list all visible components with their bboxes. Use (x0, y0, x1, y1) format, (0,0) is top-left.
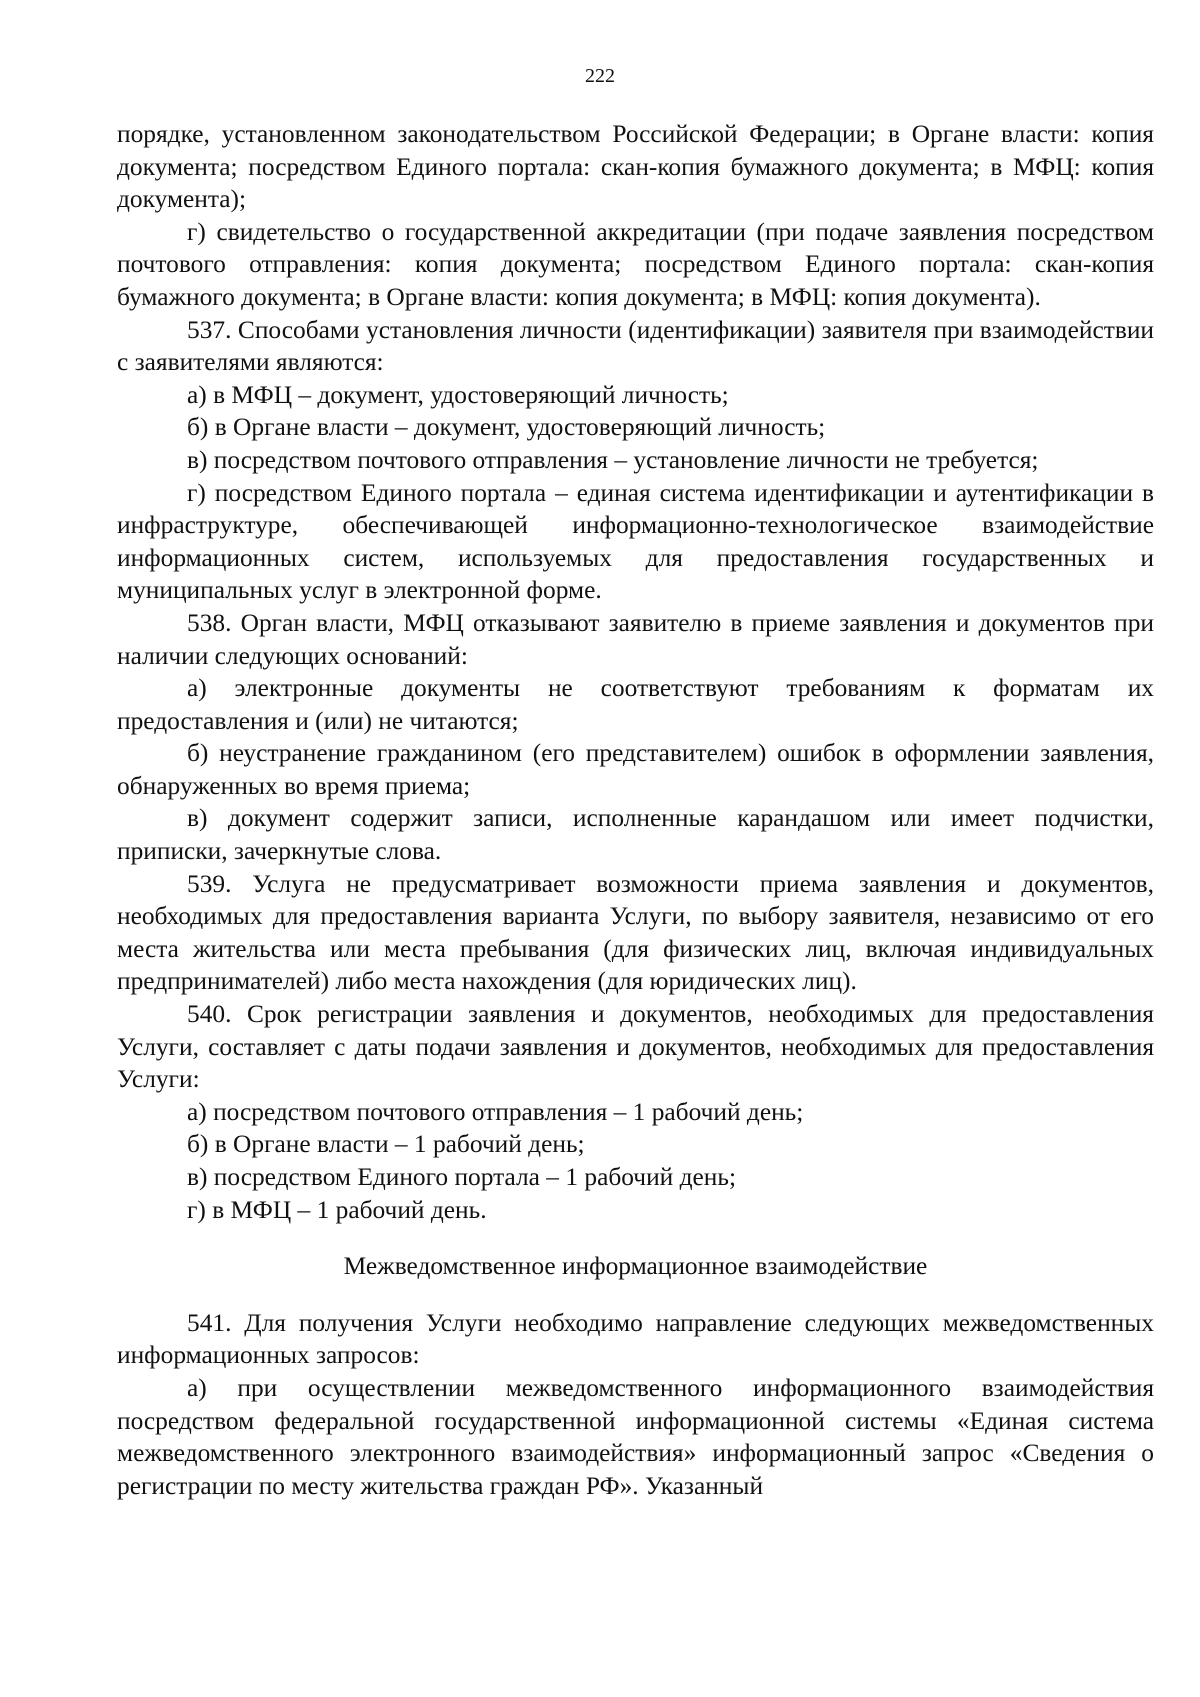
section-heading: Межведомственное информационное взаимодействие (343, 1252, 928, 1281)
document-body (117, 118, 1154, 1502)
page-number: 222 (585, 65, 615, 87)
list-item-537-g: г) посредством Единого портала – единая система идентификации и аутентификации в инфраструктуре, обеспечивающей информационно-технологическое взаимодействие информационных систем, используемых для предоставления государственных и муниципальных услуг в электронной форме. (117, 478, 1154, 605)
list-item-537-v: в) посредством почтового отправления – установление личности не требуется; (187, 445, 1039, 474)
paragraph-540: 540. Срок регистрации заявления и документов, необходимых для предоставления Услуги, составляет с даты подачи заявления и документов, необходимых для предоставления Услуги: (117, 1000, 1154, 1094)
paragraph-541: 541. Для получения Услуги необходимо направление следующих межведомственных информационных запросов: (117, 1308, 1154, 1370)
paragraph-538: 538. Орган власти, МФЦ отказывают заявителю в приеме заявления и документов при наличии следующих оснований: (117, 608, 1154, 670)
list-item-g-accreditation: г) свидетельство о государственной аккредитации (при подаче заявления посредством почтового отправления: копия документа; посредством Единого портала: скан-копия бумажного документа; в Органе власти: копия документа; в МФЦ: копия документа). (117, 217, 1154, 311)
list-item-541-a: а) при осуществлении межведомственного информационного взаимодействия посредством федеральной государственной информационной системы «Единая система межведомственного электронного взаимодействия» информационный запрос «Сведения о регистрации по месту жительства граждан РФ». Указанный (117, 1373, 1154, 1500)
list-item-538-v: в) документ содержит записи, исполненные карандашом или имеет подчистки, приписки, зачеркнутые слова. (117, 804, 1154, 866)
list-item-538-b: б) неустранение гражданином (его представителем) ошибок в оформлении заявления, обнаруженных во время приема; (117, 739, 1154, 800)
list-item-540-g: г) в МФЦ – 1 рабочий день. (187, 1195, 487, 1224)
list-item-538-a: а) электронные документы не соответствуют требованиям к форматам их предоставления и (или) не читаются; (117, 674, 1154, 735)
paragraph-537: 537. Способами установления личности (идентификации) заявителя при взаимодействии с заявителями являются: (117, 315, 1154, 377)
paragraph-539: 539. Услуга не предусматривает возможности приема заявления и документов, необходимых для предоставления варианта Услуги, по выбору заявителя, независимо от его места жительства или места пребывания (для физических лиц, включая индивидуальных предпринимателей) либо места нахождения (для юридических лиц). (117, 869, 1154, 996)
list-item-537-a: а) в МФЦ – документ, удостоверяющий личность; (187, 380, 729, 409)
paragraph-continuation: порядке, установленном законодательством Российской Федерации; в Органе власти: копия документа; посредством Единого портала: скан-копия бумажного документа; в МФЦ: копия документа); (117, 120, 1154, 214)
list-item-540-v: в) посредством Единого портала – 1 рабочий день; (187, 1163, 736, 1191)
list-item-537-b: б) в Органе власти – документ, удостоверяющий личность; (187, 413, 826, 442)
list-item-540-b: б) в Органе власти – 1 рабочий день; (187, 1130, 585, 1159)
list-item-540-a: а) посредством почтового отправления – 1 рабочий день; (187, 1097, 804, 1126)
